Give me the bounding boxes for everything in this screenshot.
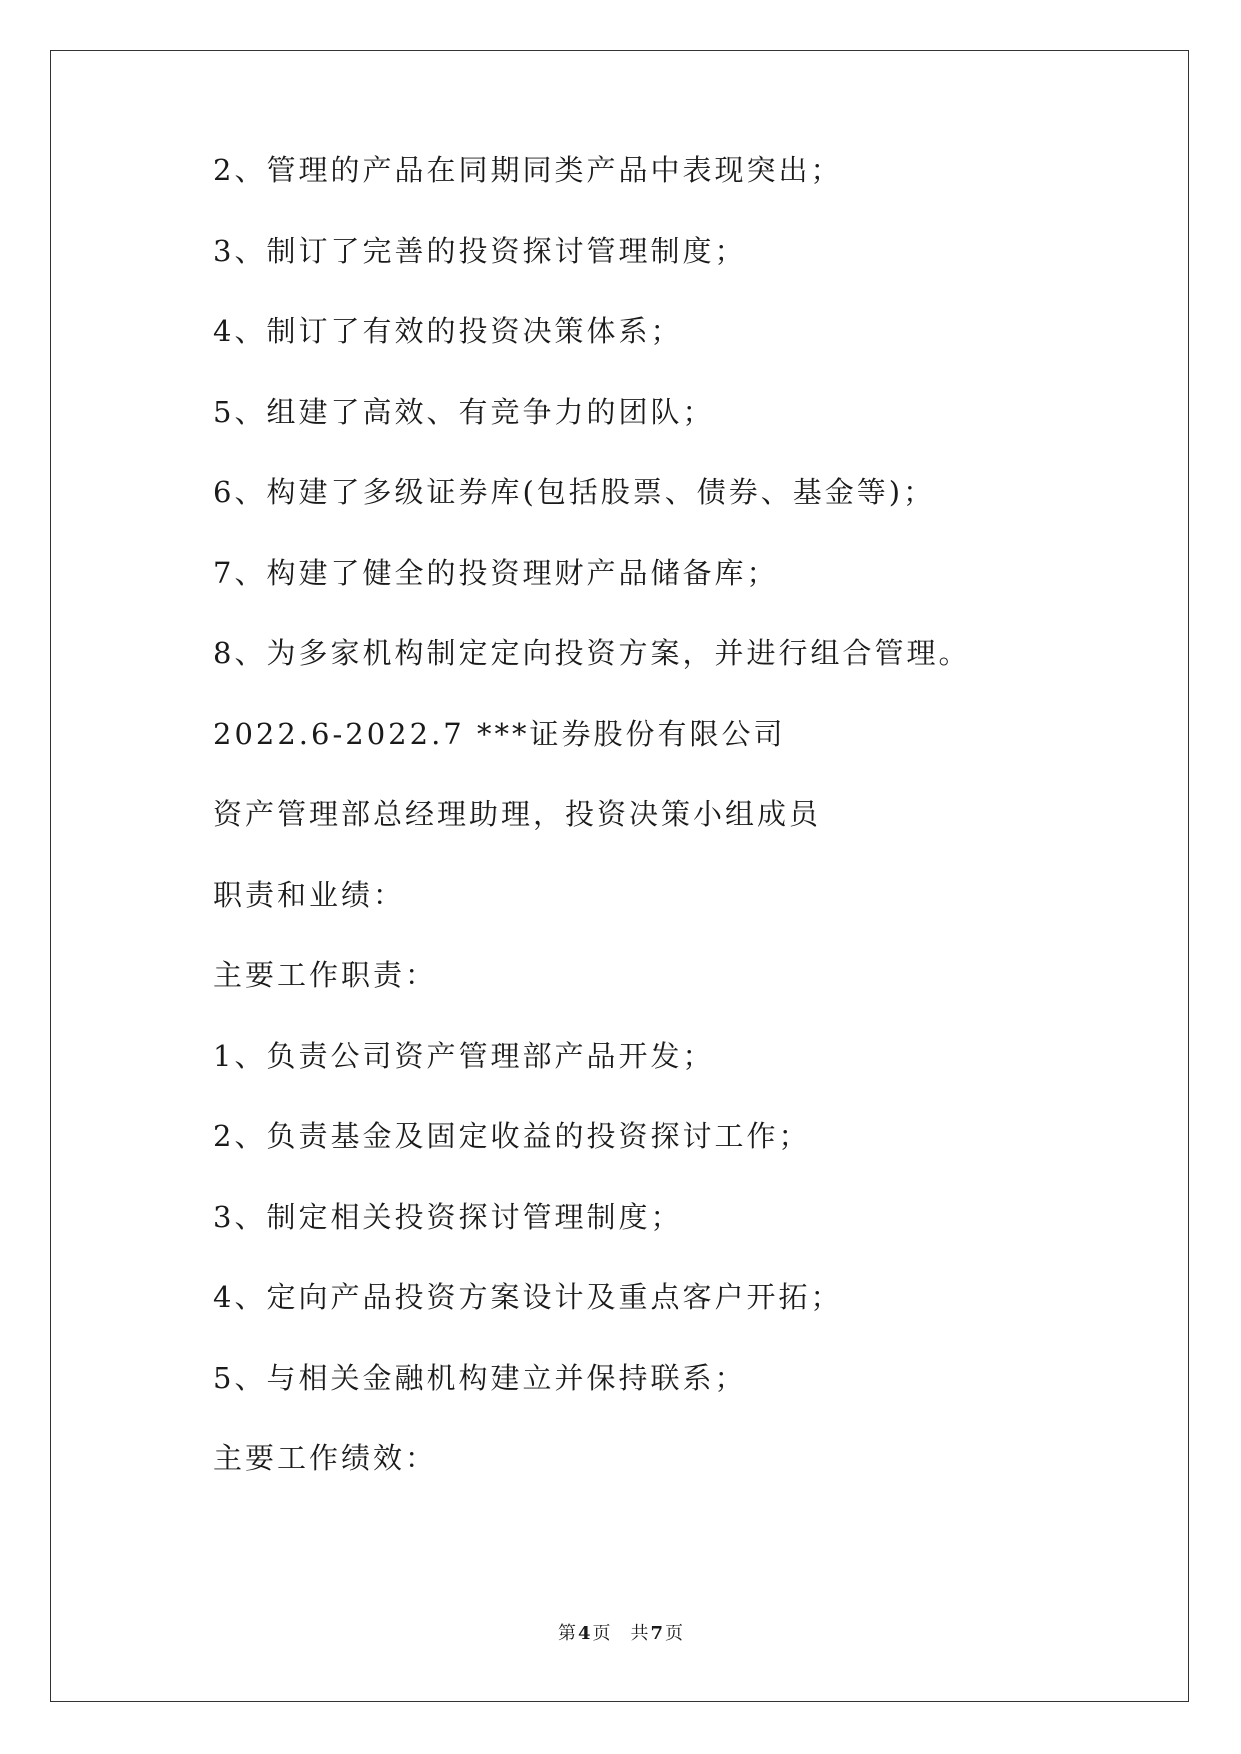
footer-page-prefix: 第 <box>557 1623 576 1644</box>
body-line: 6、构建了多级证券库(包括股票、债券、基金等)； <box>213 475 936 509</box>
body-line: 2022.6-2022.7 ***证券股份有限公司 <box>213 716 786 751</box>
footer-total-suffix: 页 <box>665 1623 684 1644</box>
body-line: 1、负责公司资产管理部产品开发； <box>213 1038 715 1073</box>
footer-total-pages: 7 <box>650 1623 664 1644</box>
body-line: 资产管理部总经理助理，投资决策小组成员 <box>213 797 822 831</box>
body-line: 3、制定相关投资探讨管理制度； <box>213 1199 683 1234</box>
footer-total-prefix: 共 <box>630 1623 649 1644</box>
body-line: 2、负责基金及固定收益的投资探讨工作； <box>213 1119 811 1153</box>
body-line: 4、制订了有效的投资决策体系； <box>213 314 683 348</box>
body-line: 主要工作绩效： <box>213 1441 438 1475</box>
document-body <box>213 150 1113 1519</box>
body-line: 8、为多家机构制定定向投资方案，并进行组合管理。 <box>213 636 971 670</box>
footer-page-suffix: 页 <box>592 1623 611 1644</box>
body-line: 7、构建了健全的投资理财产品储备库； <box>213 555 779 590</box>
body-line: 3、制订了完善的投资探讨管理制度； <box>213 233 747 268</box>
body-line: 2、管理的产品在同期同类产品中表现突出； <box>213 153 843 187</box>
page-footer <box>0 1622 1241 1646</box>
body-line: 5、组建了高效、有竞争力的团队； <box>213 394 715 429</box>
footer-page-number: 4 <box>577 1623 591 1644</box>
body-line: 5、与相关金融机构建立并保持联系； <box>213 1360 747 1395</box>
body-line: 职责和业绩： <box>213 877 406 912</box>
body-line: 4、定向产品投资方案设计及重点客户开拓； <box>213 1280 843 1314</box>
body-line: 主要工作职责： <box>213 958 438 992</box>
